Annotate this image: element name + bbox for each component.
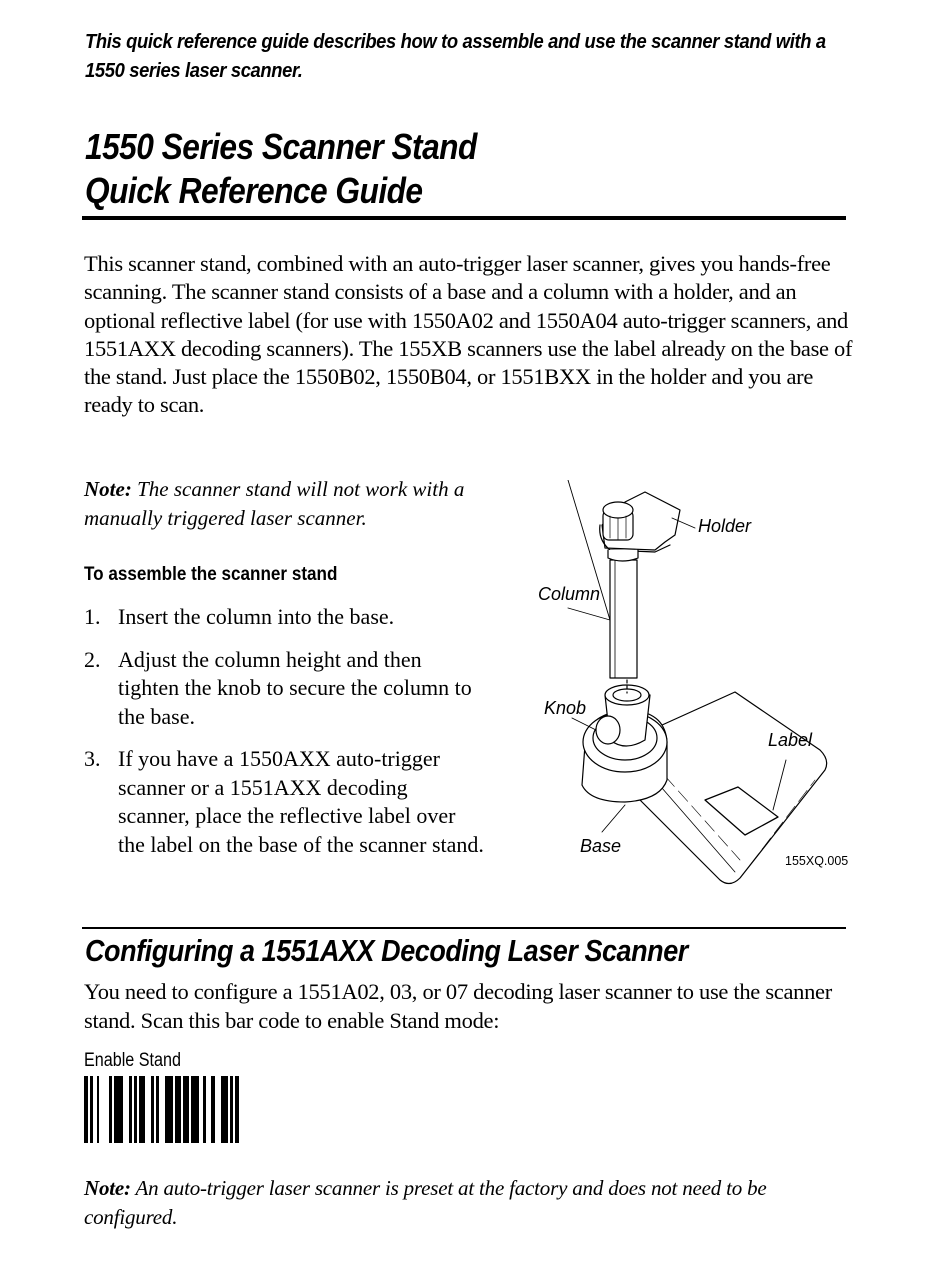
note-auto-trigger [84,1174,854,1231]
step-text: Insert the column into the base. [118,604,395,629]
title-line-1: 1550 Series Scanner Stand [85,126,477,167]
knob-callout: Knob [544,698,587,718]
configuring-paragraph: You need to configure a 1551A02, 03, or 07 decoding laser scanner to use the scanner stand. Scan this bar code to enable Stand mode: [84,979,832,1033]
note-text: The scanner stand will not work with a manually triggered laser scanner. [84,477,465,530]
column-callout: Column [538,584,601,604]
step-item [84,745,484,859]
title-divider [82,216,846,220]
holder-callout: Holder [698,516,752,536]
step-text: If you have a 1550AXX auto-trigger scanner or a 1551AXX decoding scanner, place the reflective label over the label on the base of the scanner stand. [118,746,484,857]
step-number: 1. [84,604,101,629]
barcode-caption: Enable Stand [84,1050,181,1071]
step-number: 2. [84,646,101,672]
label-callout: Label [768,730,813,750]
note-manual-trigger [84,475,514,532]
note-label: Note: [84,477,132,501]
note-text: An auto-trigger laser scanner is preset at the factory and does not need to be configured. [84,1176,767,1229]
assemble-heading: To assemble the scanner stand [84,564,338,585]
scanner-stand-illustration [530,480,860,890]
assembly-steps [84,603,484,873]
title-line-2: Quick Reference Guide [85,170,423,211]
base-callout: Base [580,836,622,856]
section-divider [82,927,846,929]
note-label: Note: [84,1176,131,1200]
enable-stand-barcode [84,1076,239,1143]
figure-code: 155XQ.005 [785,854,849,868]
step-item [84,603,484,632]
step-text: Adjust the column height and then tighten the knob to secure the column to the base. [118,646,472,729]
overview-paragraph: This scanner stand, combined with an auto-trigger laser scanner, gives you hands-free scanning. The scanner stand consists of a base and a column with a holder, and an optional reflective label (for use with 1550A02 and 1550A04 auto-trigger scanners, and 1551AXX decoding scanners). The 155XB scanners use the label already on the base of the stand. Just place the 1550B02, 1550B04, or 1551BXX in the holder and you are ready to scan. [84,251,853,418]
section-heading-configuring: Configuring a 1551AXX Decoding Laser Scanner [85,933,688,968]
step-item [84,646,484,732]
intro-text: This quick reference guide describes how to assemble and use the scanner stand with a 1550 series laser scanner. [85,31,826,82]
step-number: 3. [84,746,101,771]
scanner-stand-drawing-icon [530,480,860,890]
page-title [85,125,477,213]
